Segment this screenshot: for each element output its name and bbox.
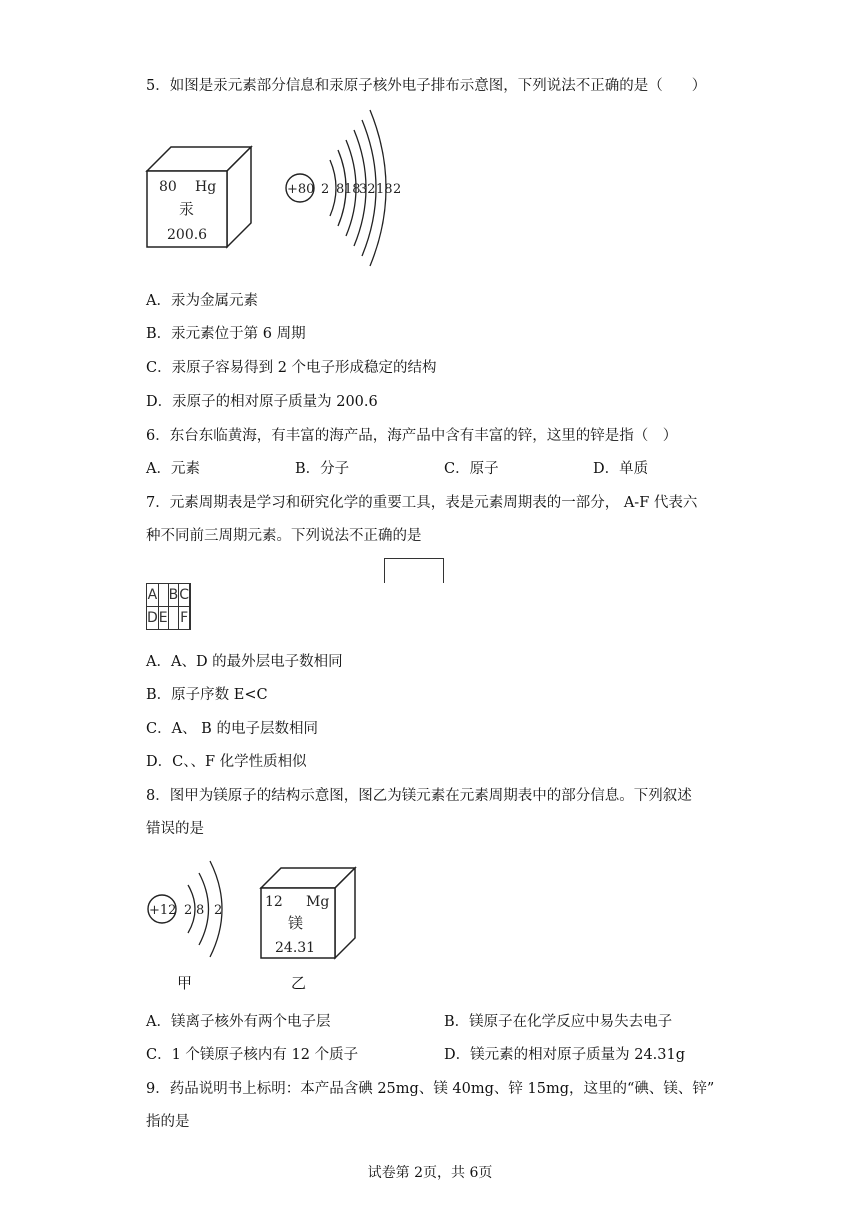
table-row xyxy=(147,584,191,607)
q6-option-a: A．元素 xyxy=(146,461,200,477)
q7-table-top-cell xyxy=(384,558,444,583)
q7-option-a: A．A、D 的最外层电子数相同 xyxy=(146,654,343,670)
cell-empty xyxy=(158,584,168,607)
hg-shell-2: 8 xyxy=(336,182,345,197)
mg-shell-2: 8 xyxy=(196,903,205,918)
mg-symbol: Mg xyxy=(306,894,330,910)
mg-nucleus-charge: +12 xyxy=(149,903,177,918)
q5-option-a: A．汞为金属元素 xyxy=(146,293,258,309)
q8-stem-line2: 错误的是 xyxy=(146,821,204,837)
q7-option-b: B．原子序数 E<C xyxy=(146,687,268,703)
q9-stem-line1: 9．药品说明书上标明：本产品含碘 25mg、镁 40mg、锌 15mg，这里的“碘、镁、锌” xyxy=(146,1081,715,1097)
cell-e: E xyxy=(158,607,168,630)
hg-shell-6: 2 xyxy=(393,182,402,197)
page-footer: 试卷第 2页，共 6页 xyxy=(367,1165,493,1181)
q8-stem-line1: 8．图甲为镁原子的结构示意图，图乙为镁元素在元素周期表中的部分信息。下列叙述 xyxy=(146,788,692,804)
cell-empty xyxy=(190,584,191,607)
cell-empty xyxy=(168,607,179,630)
hg-shell-1: 2 xyxy=(321,182,330,197)
q6-option-c: C．原子 xyxy=(444,461,499,477)
mg-shell-3: 2 xyxy=(214,903,223,918)
q8-option-b: B．镁原子在化学反应中易失去电子 xyxy=(444,1014,673,1030)
q8-option-d: D．镁元素的相对原子质量为 24.31g xyxy=(444,1047,686,1063)
hg-nucleus-charge: +80 xyxy=(287,182,315,197)
cell-d: D xyxy=(147,607,159,630)
hg-atom-diagram xyxy=(282,108,417,273)
table-row xyxy=(147,607,191,630)
hg-mass: 200.6 xyxy=(167,227,208,243)
q5-option-d: D．汞原子的相对原子质量为 200.6 xyxy=(146,394,378,410)
cell-empty xyxy=(190,607,191,630)
mg-mass: 24.31 xyxy=(275,940,316,956)
q6-option-d: D．单质 xyxy=(593,461,649,477)
label-jia: 甲 xyxy=(177,974,193,992)
q6-option-b: B．分子 xyxy=(295,461,350,477)
cell-b: B xyxy=(168,584,179,607)
cell-f: F xyxy=(179,607,190,630)
hg-shell-4: 32 xyxy=(359,182,376,197)
q7-stem-line2: 种不同前三周期元素。下列说法不正确的是 xyxy=(146,528,422,544)
hg-name: 汞 xyxy=(179,200,195,218)
hg-shell-3: 18 xyxy=(344,182,361,197)
hg-element-cube xyxy=(145,145,255,250)
q7-option-c: C．A、 B 的电子层数相同 xyxy=(146,721,318,737)
q8-option-c: C．1 个镁原子核内有 12 个质子 xyxy=(146,1047,359,1063)
q9-stem-line2: 指的是 xyxy=(146,1114,190,1130)
q6-stem: 6．东台东临黄海，有丰富的海产品，海产品中含有丰富的锌，这里的锌是指（ ） xyxy=(146,428,678,444)
q5-option-b: B．汞元素位于第 6 周期 xyxy=(146,326,306,342)
q5-stem: 5．如图是汞元素部分信息和汞原子核外电子排布示意图，下列说法不正确的是（ ） xyxy=(146,78,707,94)
label-yi: 乙 xyxy=(291,974,307,992)
mg-atom-diagram xyxy=(144,855,229,963)
cell-c: C xyxy=(179,584,190,607)
cell-a: A xyxy=(147,584,159,607)
mg-shell-1: 2 xyxy=(184,903,193,918)
q8-option-a: A．镁离子核外有两个电子层 xyxy=(146,1014,331,1030)
hg-atomic-number: 80 xyxy=(159,179,177,195)
hg-shell-5: 18 xyxy=(376,182,393,197)
q5-option-c: C．汞原子容易得到 2 个电子形成稳定的结构 xyxy=(146,360,437,376)
q7-option-d: D．C、、F 化学性质相似 xyxy=(146,754,307,770)
mg-name: 镁 xyxy=(288,914,304,932)
mg-atomic-number: 12 xyxy=(265,894,283,910)
q7-stem-line1: 7．元素周期表是学习和研究化学的重要工具，表是元素周期表的一部分， A-F 代表六 xyxy=(146,495,698,511)
hg-symbol: Hg xyxy=(195,179,217,195)
mg-element-cube xyxy=(259,866,359,961)
